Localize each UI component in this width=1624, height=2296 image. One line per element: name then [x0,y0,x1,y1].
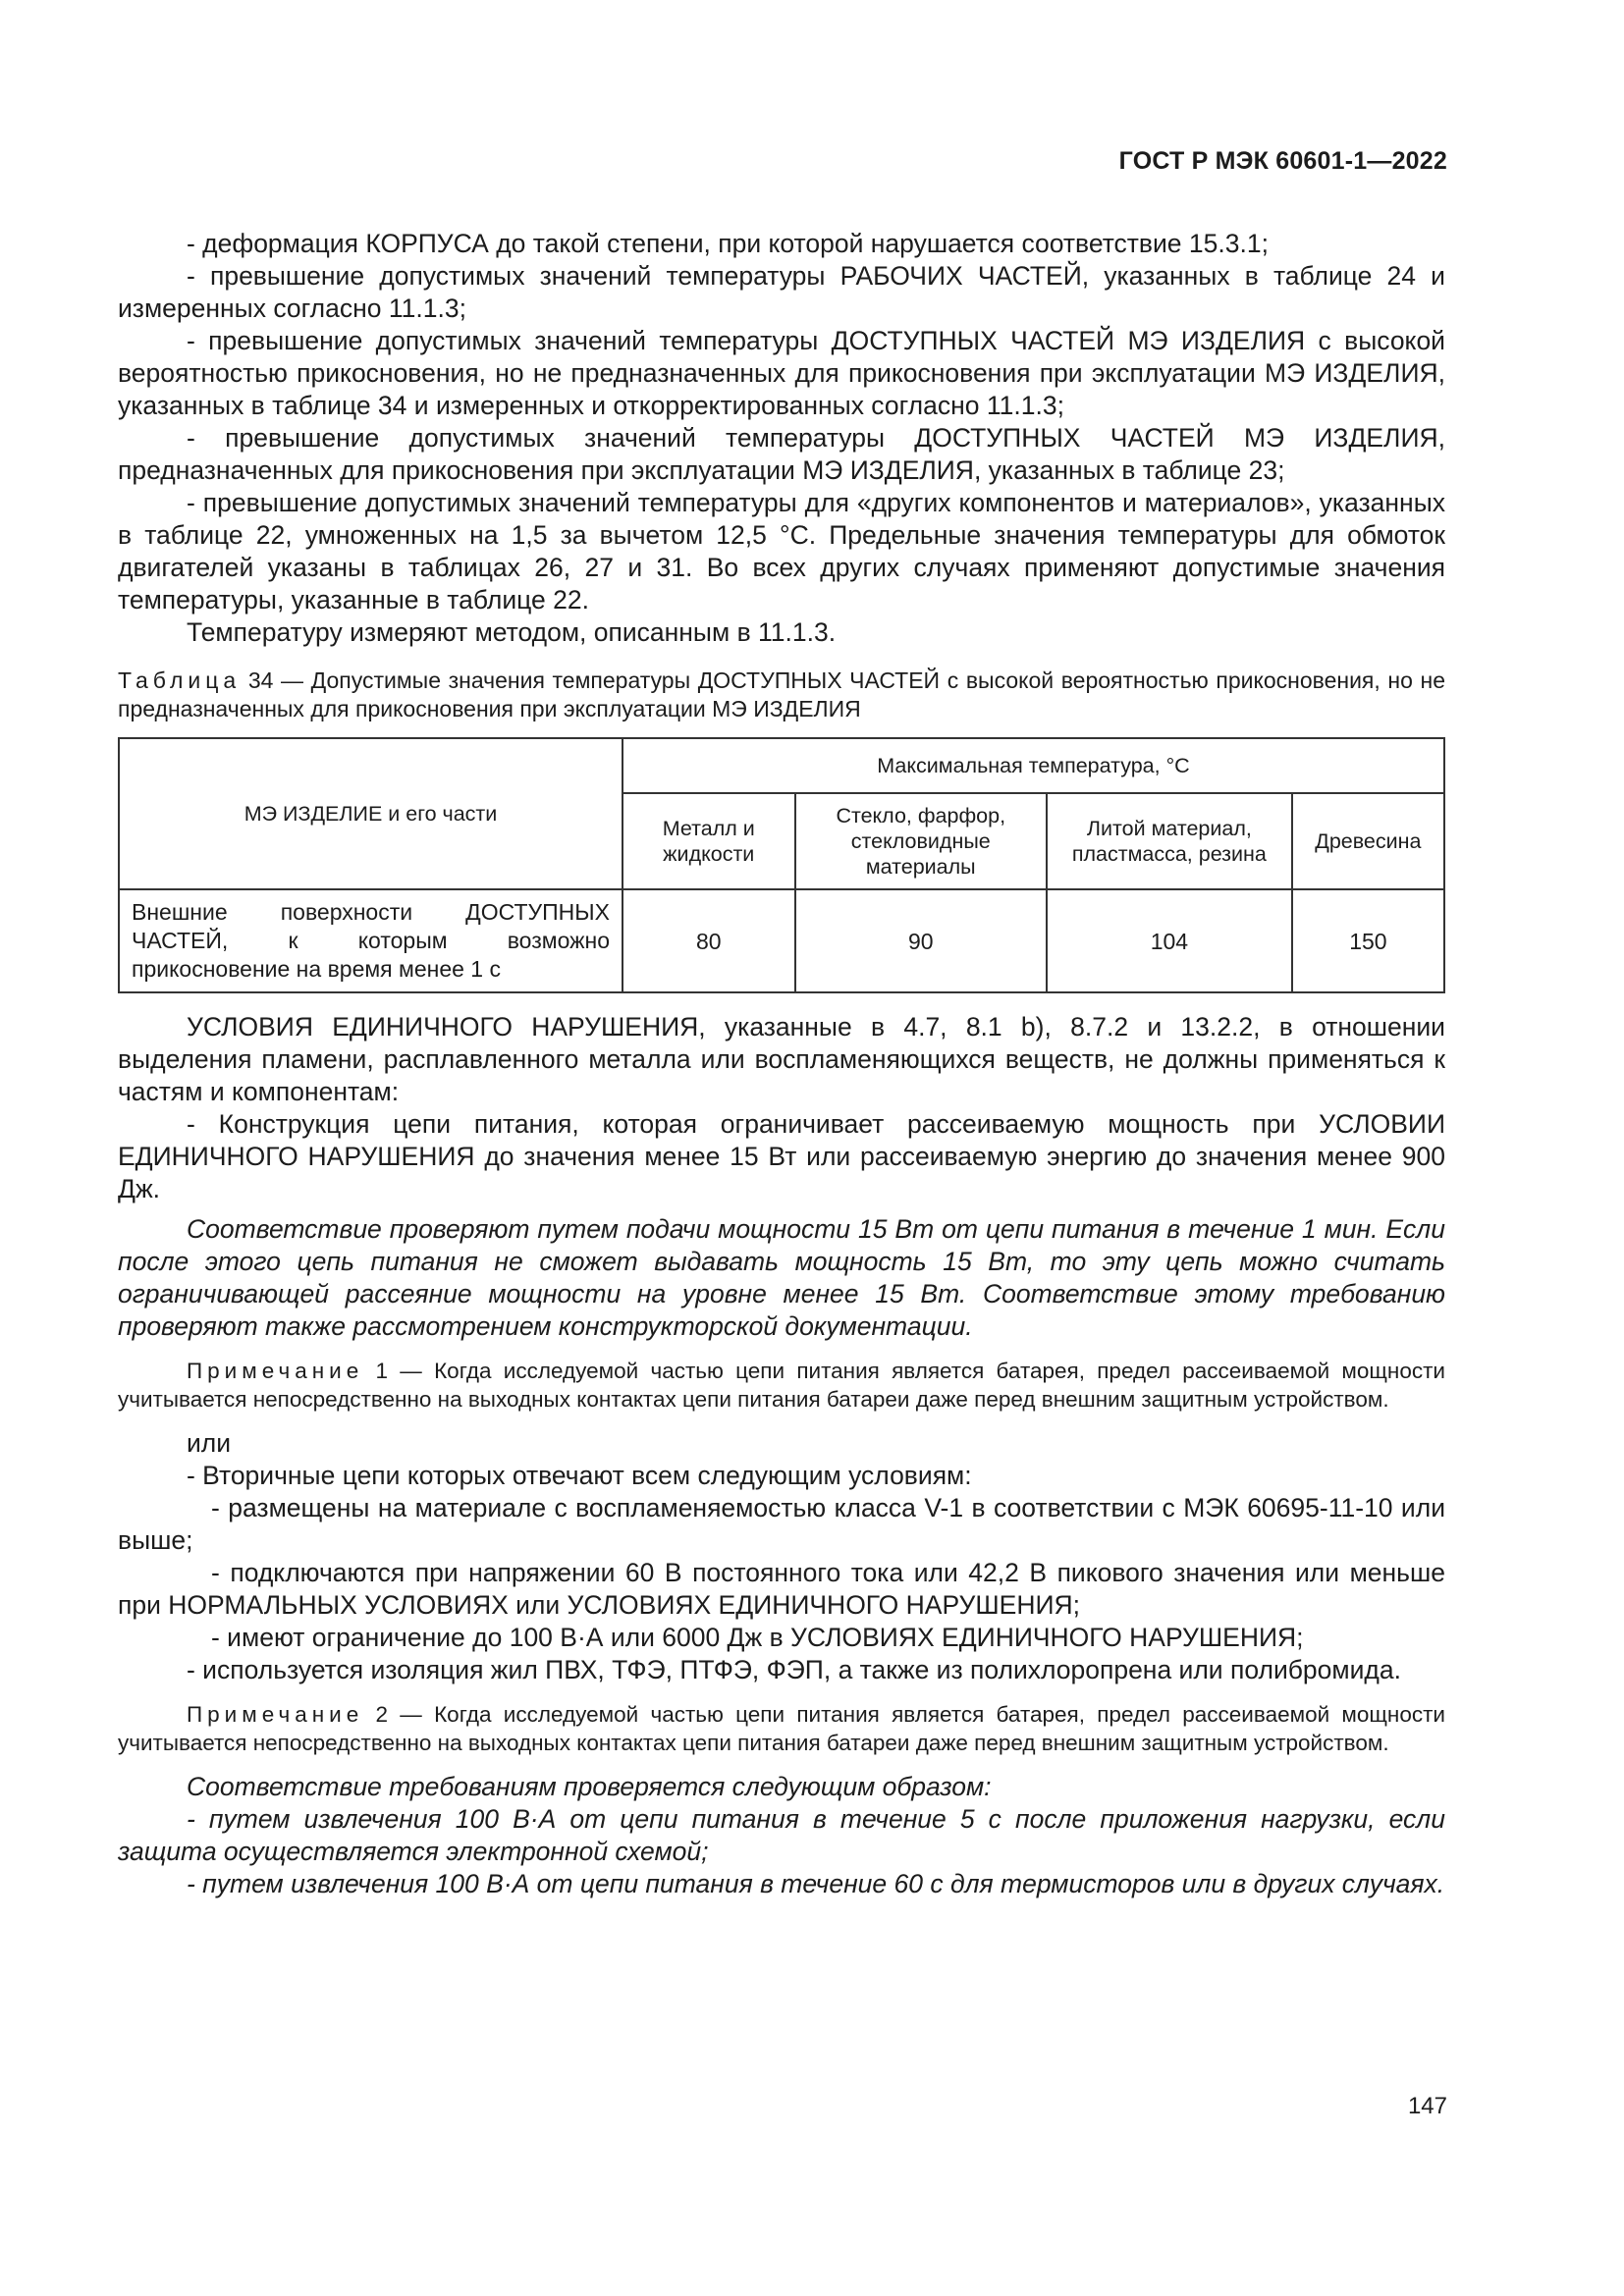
paragraph: - превышение допустимых значений температуры РАБОЧИХ ЧАСТЕЙ, указанных в таблице 24 и измеренных согласно 11.1.3; [118,261,1445,323]
table-label: Таблица [118,667,242,693]
temperature-table [118,737,1445,993]
table-column-header: Древесина [1292,793,1444,889]
list-item: - используется изоляция жил ПВХ, ТФЭ, ПТФЭ, ФЭП, а также из полихлоропрена или полибромида. [187,1655,1401,1684]
note-text: 1 — Когда исследуемой частью цепи питания является батарея, предел рассеиваемой мощности учитывается непосредственно на выходных контактах цепи питания батареи даже перед внешним защитным устройством. [118,1359,1445,1412]
table-cell: 90 [795,889,1048,992]
note-2 [118,1700,1445,1757]
list-item: - подключаются при напряжении 60 В постоянного тока или 42,2 В пикового значения или меньше при НОРМАЛЬНЫХ УСЛОВИЯХ или УСЛОВИЯХ ЕДИНИЧНОГО НАРУШЕНИЯ; [118,1558,1445,1620]
table-cell: 80 [623,889,795,992]
compliance-paragraph: Соответствие проверяют путем подачи мощности 15 Вт от цепи питания в течение 1 мин. Если после этого цепь питания не сможет выдавать мощность 15 Вт, то эту цепь можно считать ограничивающей рассеяние мощности на уровне менее 15 Вт. Соответствие этому требованию проверяют также рассмотрением конструкторской документации. [118,1214,1445,1341]
table-caption-text: 34 — Допустимые значения температуры ДОСТУПНЫХ ЧАСТЕЙ с высокой вероятностью прикосновения, но не предназначенных для прикосновения при эксплуатации МЭ ИЗДЕЛИЯ [118,667,1445,721]
paragraph: или [187,1428,232,1458]
compliance-paragraph: Соответствие требованиям проверяется следующим образом: [187,1772,992,1801]
table-group-header: Максимальная температура, °С [623,738,1444,793]
table-column-header: Металл и жидкости [623,793,795,889]
document-body [118,228,1445,1900]
paragraph: - превышение допустимых значений температуры ДОСТУПНЫХ ЧАСТЕЙ МЭ ИЗДЕЛИЯ, предназначенных для прикосновения при эксплуатации МЭ ИЗДЕЛИЯ, указанных в таблице 23; [118,423,1445,485]
table-row-label: Внешние поверхности ДОСТУПНЫХ ЧАСТЕЙ, к которым возможно прикосновение на время менее 1 с [119,889,623,992]
paragraph: - превышение допустимых значений температуры для «других компонентов и материалов», указанных в таблице 22, умноженных на 1,5 за вычетом 12,5 °С. Предельные значения температуры для обмоток двигателей указаны в таблицах 26, 27 и 31. Во всех других случаях применяют допустимые значения температуры, указанные в таблице 22. [118,488,1445,614]
list-item: - имеют ограничение до 100 В·А или 6000 Дж в УСЛОВИЯХ ЕДИНИЧНОГО НАРУШЕНИЯ; [211,1623,1304,1652]
table-column-header: Литой материал, пластмасса, резина [1047,793,1292,889]
table-row [119,889,1444,992]
table-cell: 150 [1292,889,1444,992]
note-1 [118,1357,1445,1414]
table-caption [118,667,1445,723]
paragraph: Температуру измеряют методом, описанным в 11.1.3. [187,617,837,647]
table-row-header: МЭ ИЗДЕЛИЕ и его части [119,738,623,889]
document-header: ГОСТ Р МЭК 60601-1—2022 [1118,147,1447,175]
note-text: 2 — Когда исследуемой частью цепи питания является батарея, предел рассеиваемой мощности учитывается непосредственно на выходных контактах цепи питания батареи даже перед внешним защитным устройством. [118,1702,1445,1755]
paragraph: - деформация КОРПУСА до такой степени, при которой нарушается соответствие 15.3.1; [187,229,1269,258]
note-label: Примечание [187,1702,364,1727]
paragraph: УСЛОВИЯ ЕДИНИЧНОГО НАРУШЕНИЯ, указанные в 4.7, 8.1 b), 8.7.2 и 13.2.2, в отношении выделения пламени, расплавленного металла или воспламеняющихся веществ, не должны применяться к частям и компонентам: [118,1012,1445,1106]
table-cell: 104 [1047,889,1292,992]
compliance-paragraph: - путем извлечения 100 В·А от цепи питания в течение 60 с для термисторов или в других случаях. [187,1869,1445,1898]
paragraph: - превышение допустимых значений температуры ДОСТУПНЫХ ЧАСТЕЙ МЭ ИЗДЕЛИЯ с высокой вероятностью прикосновения, но не предназначенных для прикосновения при эксплуатации МЭ ИЗДЕЛИЯ, указанных в таблице 34 и измеренных и откорректированных согласно 11.1.3; [118,326,1445,420]
list-item: - Вторичные цепи которых отвечают всем следующим условиям: [187,1461,972,1490]
paragraph: - Конструкция цепи питания, которая ограничивает рассеиваемую мощность при УСЛОВИИ ЕДИНИЧНОГО НАРУШЕНИЯ до значения менее 15 Вт или рассеиваемую энергию до значения менее 900 Дж. [118,1109,1445,1203]
compliance-paragraph: - путем извлечения 100 В·А от цепи питания в течение 5 с после приложения нагрузки, если защита осуществляется электронной схемой; [118,1804,1445,1866]
table-column-header: Стекло, фарфор, стекловидные материалы [795,793,1048,889]
list-item: - размещены на материале с воспламеняемостью класса V-1 в соответствии с МЭК 60695-11-10 или выше; [118,1493,1445,1555]
page-number: 147 [1407,2093,1447,2119]
note-label: Примечание [187,1359,364,1383]
